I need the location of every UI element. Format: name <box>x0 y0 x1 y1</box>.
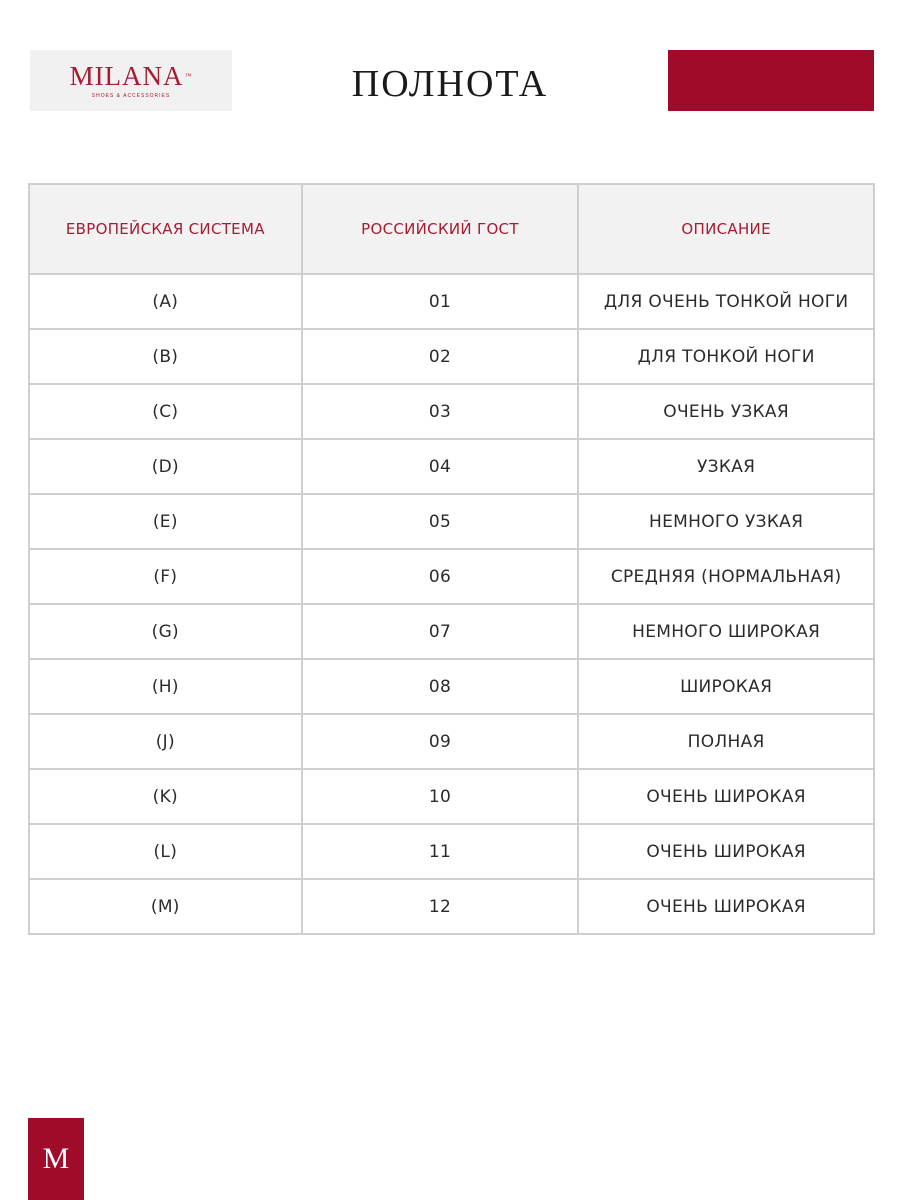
cell-description: ШИРОКАЯ <box>578 659 874 714</box>
table-row <box>29 329 874 384</box>
cell-gost-code: 01 <box>302 274 579 329</box>
cell-gost-code: 06 <box>302 549 579 604</box>
table-row <box>29 879 874 934</box>
cell-description: СРЕДНЯЯ (НОРМАЛЬНАЯ) <box>578 549 874 604</box>
table-row <box>29 604 874 659</box>
table-row <box>29 439 874 494</box>
cell-description: ОЧЕНЬ ШИРОКАЯ <box>578 824 874 879</box>
cell-description: ДЛЯ ОЧЕНЬ ТОНКОЙ НОГИ <box>578 274 874 329</box>
cell-gost-code: 08 <box>302 659 579 714</box>
brand-badge <box>28 1118 84 1200</box>
header-russian-gost: РОССИЙСКИЙ ГОСТ <box>302 184 579 274</box>
cell-european-size: (F) <box>29 549 302 604</box>
cell-description: ПОЛНАЯ <box>578 714 874 769</box>
cell-european-size: (K) <box>29 769 302 824</box>
fit-width-table <box>28 183 875 935</box>
cell-european-size: (G) <box>29 604 302 659</box>
brand-tagline: SHOES & ACCESSORIES <box>91 92 171 99</box>
cell-european-size: (L) <box>29 824 302 879</box>
table-row <box>29 274 874 329</box>
cell-gost-code: 12 <box>302 879 579 934</box>
cell-european-size: (C) <box>29 384 302 439</box>
cell-european-size: (B) <box>29 329 302 384</box>
header-description: ОПИСАНИЕ <box>578 184 874 274</box>
cell-european-size: (J) <box>29 714 302 769</box>
table-row <box>29 384 874 439</box>
cell-gost-code: 04 <box>302 439 579 494</box>
cell-european-size: (A) <box>29 274 302 329</box>
cell-gost-code: 05 <box>302 494 579 549</box>
cell-gost-code: 11 <box>302 824 579 879</box>
cell-gost-code: 09 <box>302 714 579 769</box>
page-title: ПОЛНОТА <box>351 63 549 105</box>
brand-color-block <box>668 50 874 111</box>
cell-gost-code: 02 <box>302 329 579 384</box>
brand-logo <box>30 50 232 111</box>
cell-description: ОЧЕНЬ ШИРОКАЯ <box>578 879 874 934</box>
table-row <box>29 769 874 824</box>
cell-european-size: (H) <box>29 659 302 714</box>
cell-description: УЗКАЯ <box>578 439 874 494</box>
cell-description: ДЛЯ ТОНКОЙ НОГИ <box>578 329 874 384</box>
cell-description: ОЧЕНЬ ШИРОКАЯ <box>578 769 874 824</box>
cell-european-size: (D) <box>29 439 302 494</box>
table-row <box>29 494 874 549</box>
cell-european-size: (E) <box>29 494 302 549</box>
cell-description: НЕМНОГО ШИРОКАЯ <box>578 604 874 659</box>
cell-description: НЕМНОГО УЗКАЯ <box>578 494 874 549</box>
table-header-row <box>29 184 874 274</box>
cell-gost-code: 07 <box>302 604 579 659</box>
table-row <box>29 659 874 714</box>
table-row <box>29 549 874 604</box>
cell-gost-code: 10 <box>302 769 579 824</box>
brand-badge-letter: M <box>42 1142 70 1175</box>
table-row <box>29 824 874 879</box>
cell-gost-code: 03 <box>302 384 579 439</box>
brand-name: MILANA™ <box>69 60 193 91</box>
header-european-system: ЕВРОПЕЙСКАЯ СИСТЕМА <box>29 184 302 274</box>
trademark-mark: ™ <box>184 71 193 80</box>
table-row <box>29 714 874 769</box>
cell-european-size: (M) <box>29 879 302 934</box>
cell-description: ОЧЕНЬ УЗКАЯ <box>578 384 874 439</box>
